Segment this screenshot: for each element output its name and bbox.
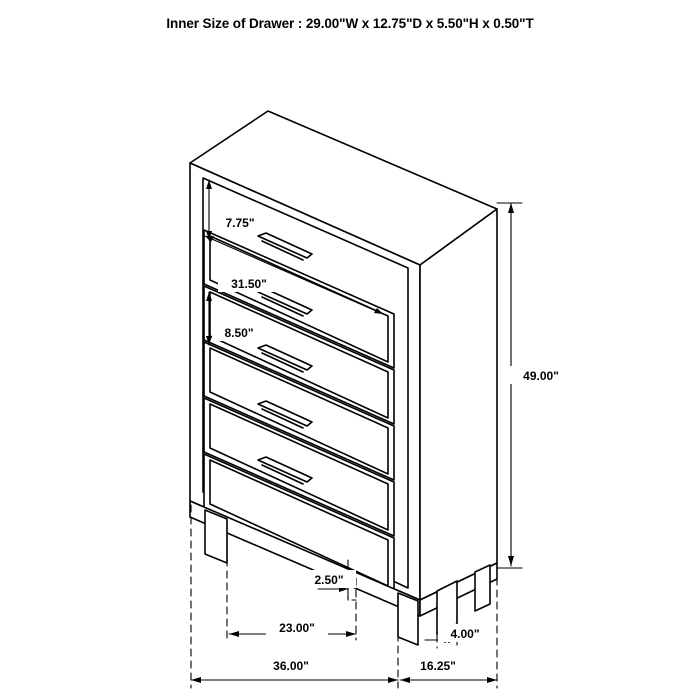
dimension-label-top-drawer-height: 7.75" — [225, 216, 255, 230]
dimension-label-overall-width: 36.00" — [273, 659, 309, 673]
page-title: Inner Size of Drawer : 29.00"W x 12.75"D x 5.50"H x 0.50"T — [166, 16, 534, 31]
dimension-label-inner-base-width: 23.00" — [279, 621, 315, 635]
leg-front-left — [205, 510, 227, 563]
dimension-label-overall-depth: 16.25" — [420, 659, 456, 673]
dimension-label-overall-height: 49.00" — [523, 369, 559, 383]
dimension-label-leg-width: 4.00" — [450, 627, 480, 641]
leg-front-right — [398, 593, 418, 645]
cabinet-side-face — [420, 209, 497, 600]
dimension-label-drawer-front-width: 31.50" — [231, 277, 267, 291]
dimension-label-leg-height: 2.50" — [314, 573, 344, 587]
dimension-label-drawer-height: 8.50" — [224, 326, 254, 340]
leg-rear-hidden — [475, 565, 490, 611]
